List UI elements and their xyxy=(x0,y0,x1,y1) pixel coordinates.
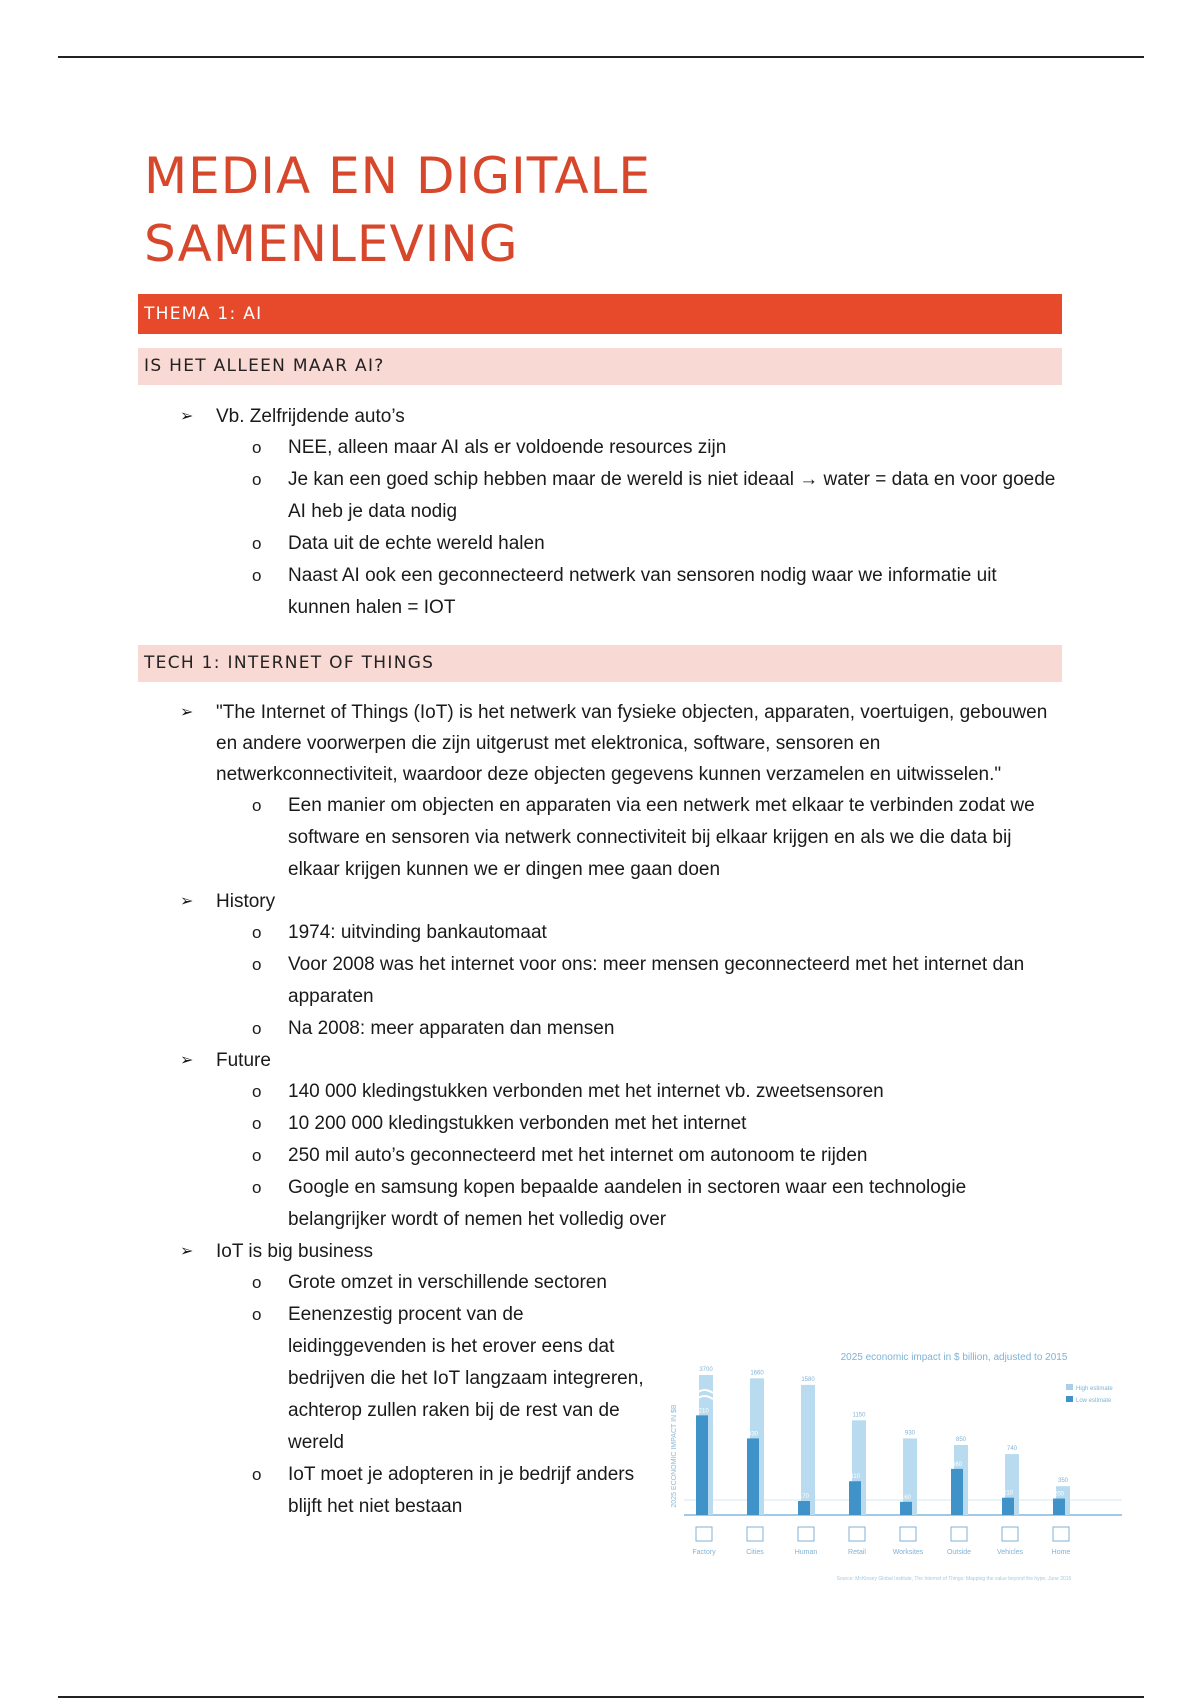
list-item: o Data uit de echte wereld halen xyxy=(0,528,1058,560)
circle-bullet-icon: o xyxy=(252,438,262,457)
arrow-bullet-icon: ➢ xyxy=(180,893,194,910)
data-label-low: 560 xyxy=(951,1461,963,1468)
bar-low-factory xyxy=(696,1415,708,1515)
circle-bullet-icon: o xyxy=(252,1305,262,1324)
chart-y-label: 2025 ECONOMIC IMPACT IN $B xyxy=(671,1404,678,1508)
legend-label-high: High estimate xyxy=(1076,1386,1113,1392)
data-label-low: 210 xyxy=(1002,1490,1014,1497)
circle-bullet-icon: o xyxy=(252,534,262,553)
document-title: MEDIA EN DIGITALE SAMENLEVING xyxy=(144,147,652,273)
data-label-low: 410 xyxy=(849,1474,861,1481)
circle-bullet-icon: o xyxy=(252,1114,262,1133)
list-item: o NEE, alleen maar AI als er voldoende resources zijn xyxy=(0,432,1058,464)
x-tick-label: Vehicles xyxy=(996,1549,1024,1556)
category-icon-vehicles xyxy=(1002,1527,1018,1541)
list-item: o Naast AI ook een geconnecteerd netwerk van sensoren nodig waar we informatie uit kunnen halen = IOT xyxy=(0,560,1058,624)
heading-is-it-only-ai: IS HET ALLEEN MAAR AI? xyxy=(138,348,1062,385)
list-item: o Een manier om objecten en apparaten via een netwerk met elkaar te verbinden zodat we software en sensoren via netwerk connectiviteit bij elkaar krijgen en als we die data bij elkaar krijgen kunnen we er dingen mee gaan doen xyxy=(0,790,1058,886)
list-item: o Grote omzet in verschillende sectoren xyxy=(0,1267,648,1299)
list-item: o 10 200 000 kledingstukken verbonden met het internet xyxy=(0,1108,1058,1140)
category-icon-human xyxy=(798,1527,814,1541)
chart-bars xyxy=(692,1367,1070,1556)
category-icon-factory xyxy=(696,1527,712,1541)
list-item: o Google en samsung kopen bepaalde aandelen in sectoren waar een technologie belangrijker wordt of nemen het volledig over xyxy=(0,1172,1058,1236)
arrow-bullet-icon: ➢ xyxy=(180,1052,194,1069)
arrow-bullet-icon: ➢ xyxy=(180,408,194,425)
data-label-high: 850 xyxy=(955,1437,967,1443)
bar-low-cities xyxy=(747,1438,759,1515)
list-item: o IoT moet je adopteren in je bedrijf anders blijft het niet bestaan xyxy=(0,1459,648,1523)
list-item: o Je kan een goed schip hebben maar de wereld is niet ideaal → water = data en voor goede AI heb je data nodig xyxy=(0,464,1058,528)
data-label-low: 200 xyxy=(1053,1491,1065,1498)
circle-bullet-icon: o xyxy=(252,1019,262,1038)
data-label-low: 170 xyxy=(798,1494,810,1500)
category-icon-outside xyxy=(951,1527,967,1541)
category-icon-worksites xyxy=(900,1527,916,1541)
x-tick-label: Worksites xyxy=(892,1549,924,1556)
legend-swatch-high xyxy=(1066,1384,1073,1390)
category-icon-retail xyxy=(849,1527,865,1541)
list-item: o Eenenzestig procent van de leidinggevenden is het erover eens dat bedrijven die het IoT langzaam integreren, achterop zullen raken bij de rest van de wereld xyxy=(0,1299,648,1459)
circle-bullet-icon: o xyxy=(252,1273,262,1292)
circle-bullet-icon: o xyxy=(252,1465,262,1484)
category-icon-cities xyxy=(747,1527,763,1541)
circle-bullet-icon: o xyxy=(252,470,262,489)
list-item: o 250 mil auto’s geconnecteerd met het internet om autonoom te rijden xyxy=(0,1140,1058,1172)
circle-bullet-icon: o xyxy=(252,955,262,974)
list-item: ➢ Vb. Zelfrijdende auto’s xyxy=(0,401,1056,432)
data-label-high: 740 xyxy=(1006,1446,1018,1453)
list-item: o 1974: uitvinding bankautomaat xyxy=(0,917,1058,949)
circle-bullet-icon: o xyxy=(252,1146,262,1165)
chart-source: Source: McKinsey Global Institute, The Internet of Things: Mapping the value beyond the hype, June 2015 xyxy=(836,1576,1072,1582)
ai-section xyxy=(0,401,1200,624)
list-item: ➢ Future xyxy=(0,1045,1056,1076)
list-item: ➢ IoT is big business xyxy=(0,1236,1056,1267)
bar-low-retail xyxy=(849,1481,861,1515)
bar-low-outside xyxy=(951,1469,963,1515)
x-tick-label: Retail xyxy=(848,1549,866,1556)
circle-bullet-icon: o xyxy=(252,923,262,942)
circle-bullet-icon: o xyxy=(252,796,262,815)
iot-economic-impact-chart xyxy=(664,1336,1126,1586)
x-tick-label: Outside xyxy=(946,1549,972,1556)
legend-label-low: Low estimate xyxy=(1076,1398,1112,1404)
circle-bullet-icon: o xyxy=(252,1178,262,1197)
heading-theme: THEMA 1: AI xyxy=(138,294,1062,334)
data-label-high: 350 xyxy=(1057,1478,1069,1485)
bottom-rule xyxy=(58,1696,1144,1698)
circle-bullet-icon: o xyxy=(252,1082,262,1101)
list-item: o Voor 2008 was het internet voor ons: meer mensen geconnecteerd met het internet dan apparaten xyxy=(0,949,1058,1013)
x-tick-label: Human xyxy=(794,1549,818,1556)
data-label-high: 3700 xyxy=(699,1367,713,1373)
top-rule xyxy=(58,56,1144,58)
bar-low-vehicles xyxy=(1002,1498,1014,1515)
data-label-high: 1150 xyxy=(852,1412,866,1419)
list-item: o Na 2008: meer apparaten dan mensen xyxy=(0,1013,1058,1045)
data-label-high: 930 xyxy=(904,1430,916,1437)
x-tick-label: Factory xyxy=(692,1549,716,1556)
bar-low-worksites xyxy=(900,1502,912,1515)
data-label-low: 930 xyxy=(747,1431,759,1438)
bar-low-human xyxy=(798,1501,810,1515)
bar-low-home xyxy=(1053,1499,1065,1515)
list-item: o 140 000 kledingstukken verbonden met het internet vb. zweetsensoren xyxy=(0,1076,1058,1108)
data-label-low: 1210 xyxy=(695,1408,709,1415)
data-label-high: 1660 xyxy=(750,1370,764,1377)
x-tick-label: Home xyxy=(1051,1549,1071,1556)
arrow-bullet-icon: ➢ xyxy=(180,1243,194,1260)
arrow-bullet-icon: ➢ xyxy=(180,704,194,721)
category-icon-home xyxy=(1053,1527,1069,1541)
circle-bullet-icon: o xyxy=(252,566,262,585)
heading-internet-of-things: TECH 1: INTERNET OF THINGS xyxy=(138,645,1062,682)
list-item: ➢ "The Internet of Things (IoT) is het netwerk van fysieke objecten, apparaten, voertuigen, gebouwen en andere voorwerpen die zijn uitgerust met elektronica, software, sensoren en netwerkconnectiviteit, waardoor deze objecten gegevens kunnen verzamelen en uitwisselen." xyxy=(0,697,1056,790)
x-tick-label: Cities xyxy=(746,1549,764,1556)
data-label-low: 160 xyxy=(900,1494,912,1501)
chart-title: 2025 economic impact in $ billion, adjusted to 2015 xyxy=(840,1352,1068,1363)
data-label-high: 1580 xyxy=(801,1376,815,1383)
legend-swatch-low xyxy=(1066,1396,1073,1402)
list-item: ➢ History xyxy=(0,886,1056,917)
